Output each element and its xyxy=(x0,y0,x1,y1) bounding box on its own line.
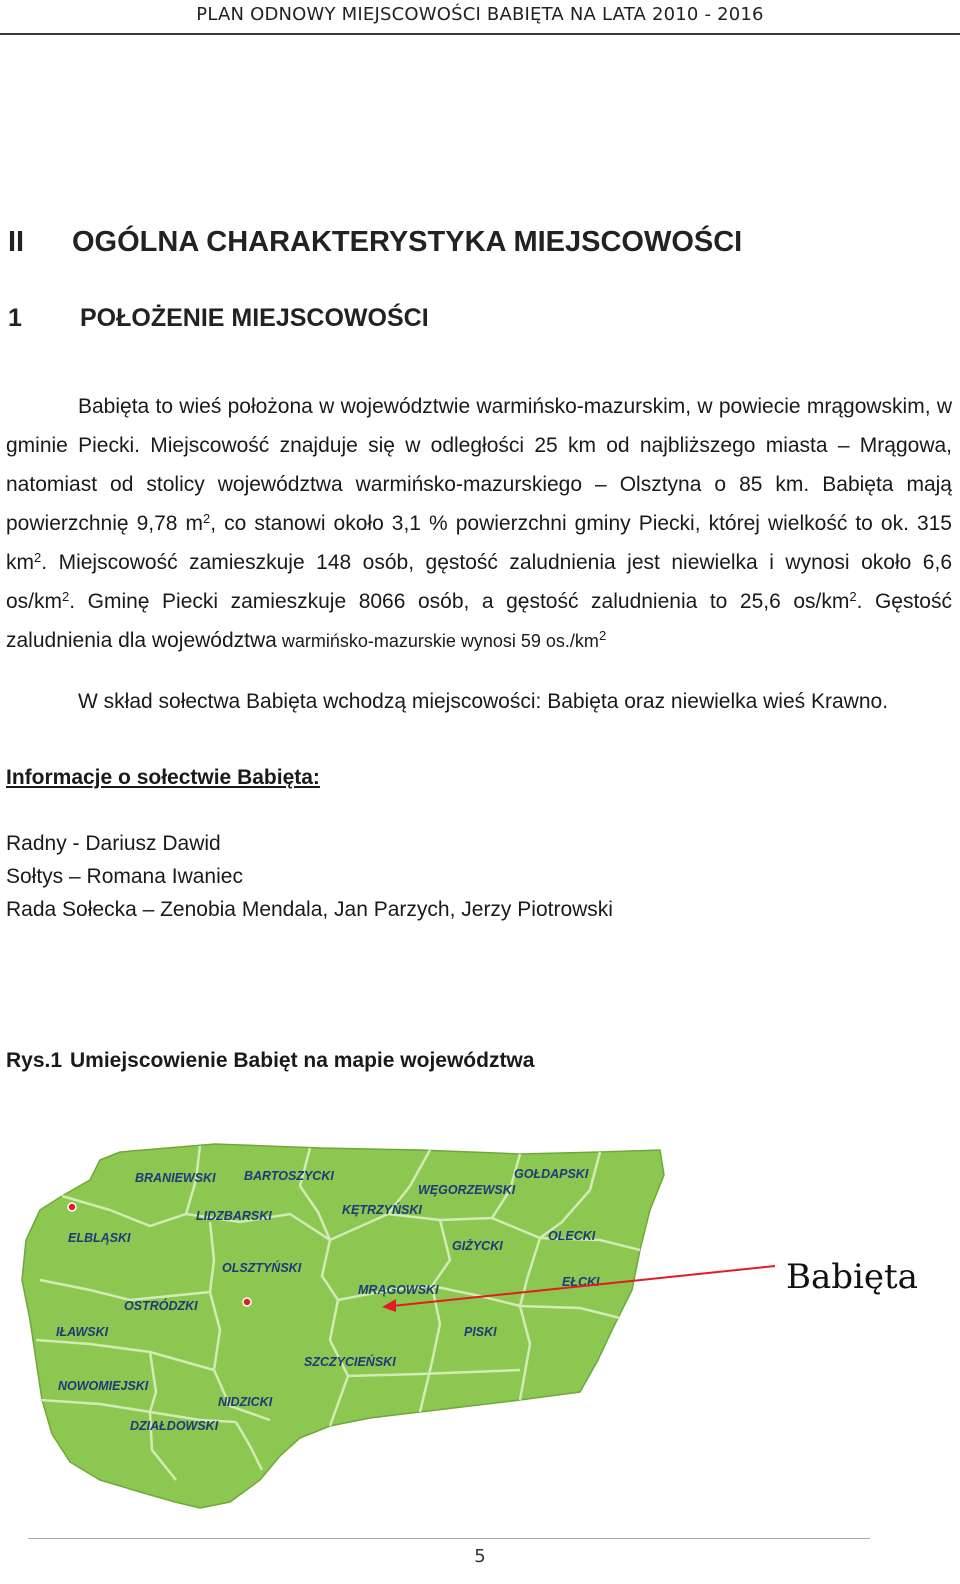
section-heading xyxy=(8,226,742,259)
footer-rule xyxy=(28,1538,870,1539)
section-title: OGÓLNA CHARAKTERYSTYKA MIEJSCOWOŚCI xyxy=(72,226,743,258)
district-label: EŁCKI xyxy=(562,1275,600,1289)
subsection-heading xyxy=(8,304,429,333)
location-paragraph: Babięta to wieś położona w województwie warmińsko-mazurskim, w powiecie mrągowskim, w gminie Piecki. Miejscowość znajduje się w odległości 25 km od najbliższego miasta – Mrągowa, natomiast od stolicy województwa warmińsko-mazurskiego – Olsztyna o 85 km. Babięta mają powierzchnię 9,78 $m^2$, co stanowi około 3,1 % powierzchni gminy Piecki, której wielkość to ok. 315 $km^2$. Miejscowość zamieszkuje 148 osób, gęstość zaludnienia jest niewielka i wynosi około 6,6 $os/km^2$. Gminę Piecki zamieszkuje 8066 osób, a gęstość zaludnienia to 25,6 $os/km^2$. Gęstość zaludnienia dla województwa warmińsko-mazurskie wynosi 59 $os./km^2$ xyxy=(6,395,952,652)
header-rule xyxy=(0,33,960,35)
olsztyn-dot xyxy=(243,1298,251,1306)
figure-number: Rys.1 xyxy=(6,1049,63,1072)
page-number: 5 xyxy=(474,1546,486,1567)
district-label: BARTOSZYCKI xyxy=(244,1169,334,1183)
soltys-line: Sołtys – Romana Iwaniec xyxy=(6,865,243,888)
district-label: LIDZBARSKI xyxy=(196,1209,272,1223)
district-label: NIDZICKI xyxy=(218,1395,273,1409)
district-label: DZIAŁDOWSKI xyxy=(130,1419,219,1433)
district-label: PISKI xyxy=(464,1325,497,1339)
voivodeship-map xyxy=(0,1130,960,1510)
district-label: MRĄGOWSKI xyxy=(358,1283,439,1297)
section-number: II xyxy=(8,226,25,258)
radny-line: Radny - Dariusz Dawid xyxy=(6,832,221,855)
district-label: WĘGORZEWSKI xyxy=(418,1183,516,1197)
district-label: IŁAWSKI xyxy=(56,1325,109,1339)
district-label: GIŻYCKI xyxy=(452,1239,503,1253)
district-label: OSTRÓDZKI xyxy=(124,1299,198,1313)
district-label: KĘTRZYŃSKI xyxy=(342,1203,422,1217)
district-label: ELBLĄSKI xyxy=(68,1231,131,1245)
babieta-pointer-label: Babięta xyxy=(786,1257,918,1297)
region-shape xyxy=(22,1144,664,1508)
district-label: OLECKI xyxy=(548,1229,596,1243)
info-heading: Informacje o sołectwie Babięta: xyxy=(6,766,320,789)
solectwo-line: W skład sołectwa Babięta wchodzą miejscowości: Babięta oraz niewielka wieś Krawno. xyxy=(78,690,889,713)
district-label: SZCZYCIEŃSKI xyxy=(304,1355,396,1369)
running-header: PLAN ODNOWY MIEJSCOWOŚCI BABIĘTA NA LATA 2010 - 2016 xyxy=(196,4,764,25)
subsection-number: 1 xyxy=(8,304,22,332)
district-label: OLSZTYŃSKI xyxy=(222,1261,302,1275)
district-label: GOŁDAPSKI xyxy=(514,1167,589,1181)
district-label: BRANIEWSKI xyxy=(135,1171,216,1185)
rada-line: Rada Sołecka – Zenobia Mendala, Jan Parzych, Jerzy Piotrowski xyxy=(6,898,613,921)
district-label: NOWOMIEJSKI xyxy=(58,1379,149,1393)
elblag-dot xyxy=(68,1203,76,1211)
figure-caption-text: Umiejscowienie Babięt na mapie województwa xyxy=(70,1049,535,1072)
figure-caption xyxy=(6,1049,534,1073)
subsection-title: POŁOŻENIE MIEJSCOWOŚCI xyxy=(80,304,429,332)
